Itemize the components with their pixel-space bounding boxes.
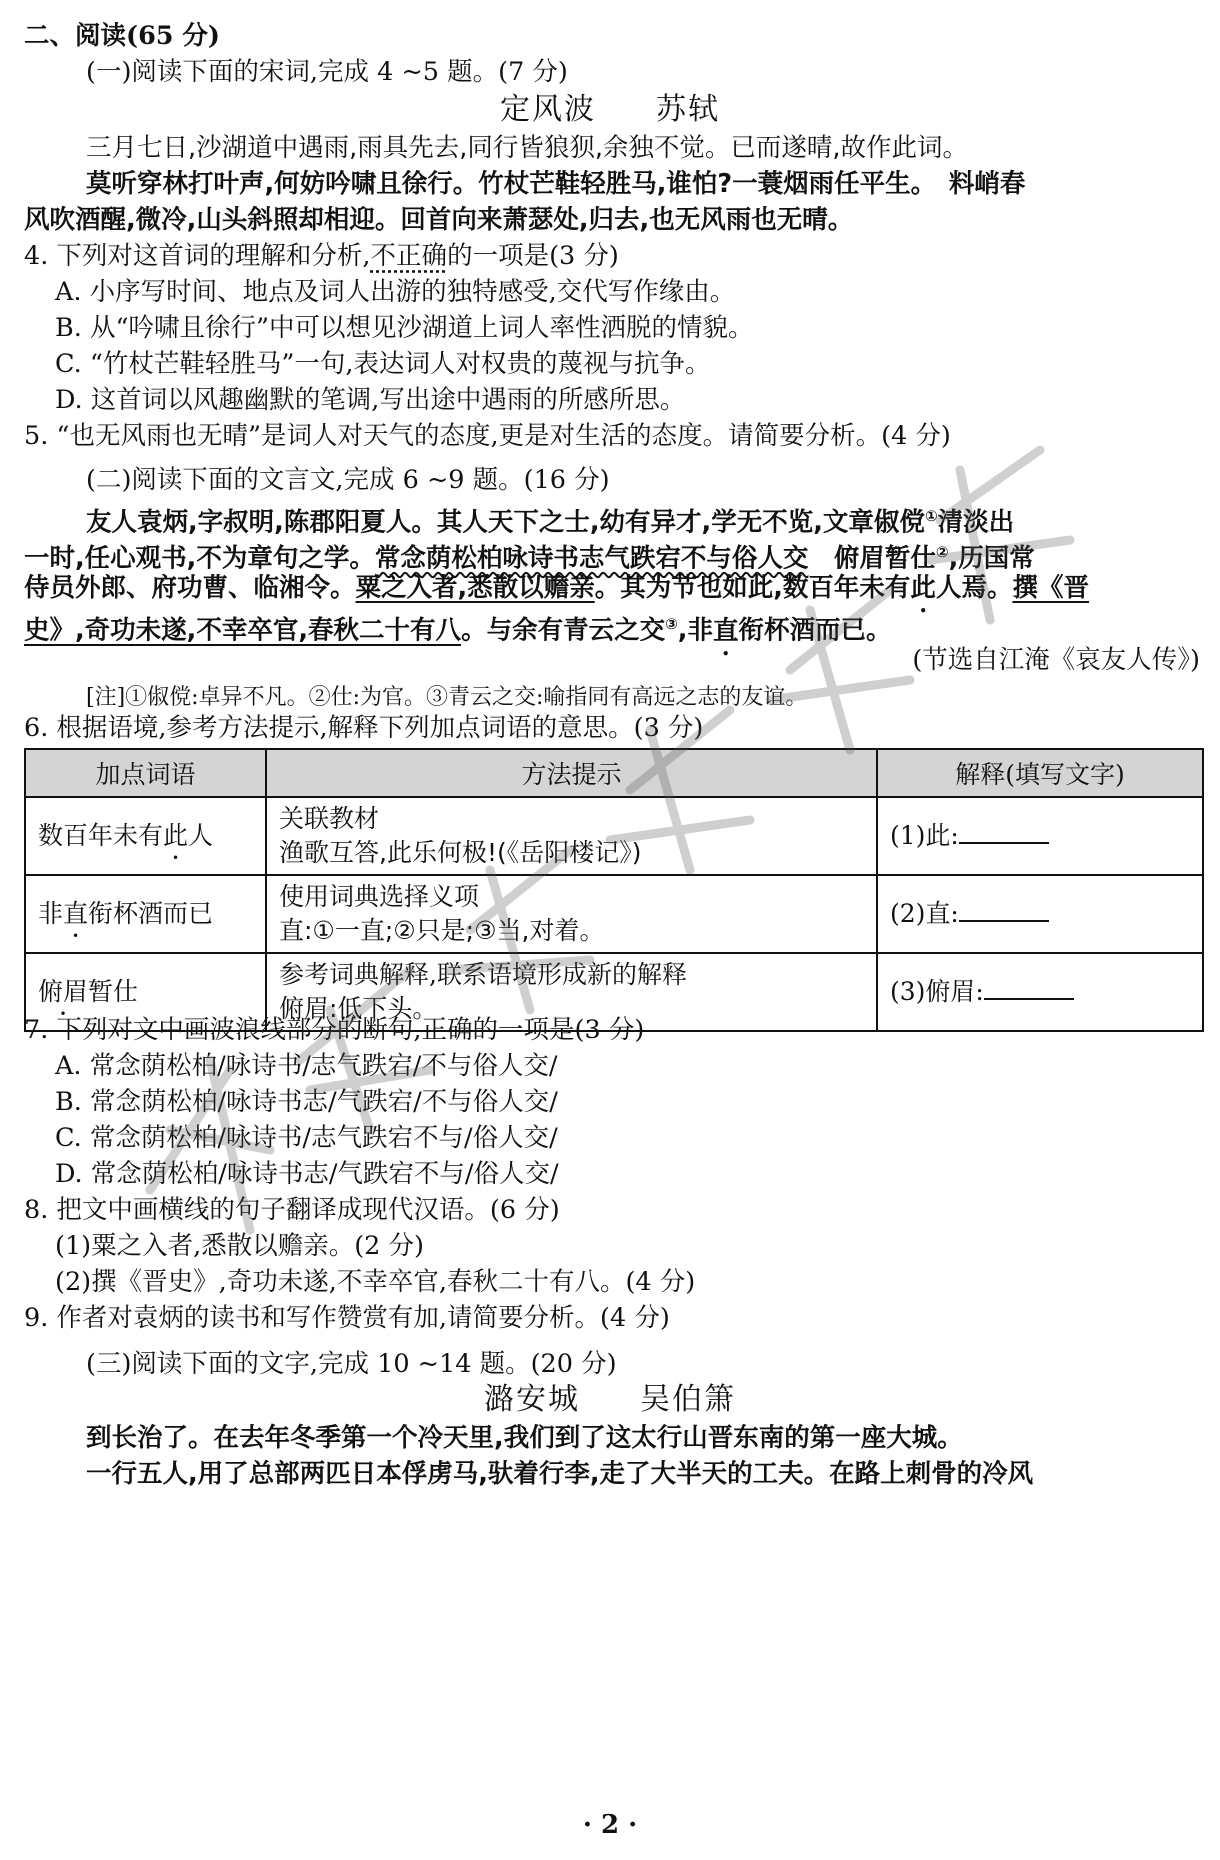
- row-answer: (1)此:: [877, 797, 1203, 875]
- poem-line-1: 莫听穿林打叶声,何妨吟啸且徐行。竹杖芒鞋轻胜马,谁怕?一蓑烟雨任平生。 料峭春: [86, 169, 1026, 199]
- question-8: 8. 把文中画横线的句子翻译成现代汉语。(6 分): [24, 1195, 560, 1225]
- essay-author: 吴伯箫: [640, 1382, 736, 1417]
- option-4a: A. 小序写时间、地点及词人出游的独特感受,交代写作缘由。: [55, 277, 736, 307]
- question-4-text: 4. 下列对这首词的理解和分析,: [24, 241, 371, 271]
- option-7c: C. 常念荫松柏/咏诗书/志气跌宕不与/俗人交/: [55, 1123, 558, 1153]
- passage-source: (节选自江淹《哀友人传》): [912, 645, 1200, 675]
- emphasis-not-correct: 不正确: [370, 241, 448, 271]
- poem-line-2: 风吹酒醒,微冷,山头斜照却相迎。回首向来萧瑟处,归去,也无风雨也无晴。: [24, 205, 854, 235]
- option-4d: D. 这首词以风趣幽默的笔调,写出途中遇雨的所感所思。: [55, 385, 686, 415]
- essay-title-text: 潞安城: [484, 1382, 580, 1417]
- poem-title: [0, 92, 1220, 128]
- row-answer: (2)直:: [877, 875, 1203, 953]
- essay-line-1: 到长治了。在去年冬季第一个冷天里,我们到了这太行山晋东南的第一座大城。: [86, 1423, 963, 1453]
- question-4-score: 的一项是(3 分): [447, 241, 619, 271]
- subsection-heading-3: (三)阅读下面的文字,完成 10 ~14 题。(20 分): [86, 1349, 617, 1379]
- option-7b: B. 常念荫松柏/咏诗书志/气跌宕/不与俗人交/: [55, 1087, 558, 1117]
- question-7: 7. 下列对文中画波浪线部分的断句,正确的一项是(3 分): [24, 1015, 645, 1045]
- header-hint: 方法提示: [266, 749, 877, 797]
- dotted-word-ci: 此: [910, 573, 936, 603]
- header-answer: 解释(填写文字): [877, 749, 1203, 797]
- essay-line-2: 一行五人,用了总部两匹日本俘虏马,驮着行李,走了大半天的工夫。在路上刺骨的冷风: [86, 1459, 1034, 1489]
- option-7a: A. 常念荫松柏/咏诗书/志气跌宕/不与俗人交/: [55, 1051, 558, 1081]
- poem-title-text: 定风波: [500, 92, 596, 127]
- passage-line-4: 史》,奇功未遂,不幸卒官,春秋二十有八。与余有青云之交③,非直衔杯酒而已。: [24, 615, 892, 646]
- option-4c: C. “竹杖芒鞋轻胜马”一句,表达词人对权贵的蔑视与抗争。: [55, 349, 711, 379]
- row-answer: (3)俯眉:: [877, 953, 1203, 1031]
- table-row: [25, 875, 1203, 953]
- passage-line-2: 一时,任心观书,不为章句之学。常念荫松柏咏诗书志气跌宕不与俗人交 俯眉暂仕②,历国常: [24, 543, 1035, 574]
- row-word: 俯眉暂仕: [25, 953, 266, 1031]
- answer-blank[interactable]: [959, 898, 1049, 922]
- method-hint-table: [24, 748, 1204, 1032]
- table-row: [25, 797, 1203, 875]
- subsection-heading-1: (一)阅读下面的宋词,完成 4 ~5 题。(7 分): [86, 57, 568, 87]
- underlined-sentence-1: 粟之入者,悉散以赡亲: [355, 573, 595, 603]
- subsection-heading-2: (二)阅读下面的文言文,完成 6 ~9 题。(16 分): [86, 465, 610, 495]
- question-8-part-2: (2)撰《晋史》,奇功未遂,不幸卒官,春秋二十有八。(4 分): [55, 1267, 696, 1297]
- option-4b: B. 从“吟啸且徐行”中可以想见沙湖道上词人率性洒脱的情貌。: [55, 313, 754, 343]
- passage-notes: [注]①俶傥:卓异不凡。②仕:为官。③青云之交:喻指同有高远之志的友谊。: [86, 685, 808, 710]
- dotted-word-zhi: 直: [712, 615, 739, 646]
- answer-blank[interactable]: [984, 976, 1074, 1000]
- underlined-sentence-2-start: 撰《晋: [1012, 573, 1089, 603]
- question-9: 9. 作者对袁炳的读书和写作赞赏有加,请简要分析。(4 分): [24, 1303, 670, 1333]
- option-7d: D. 常念荫松柏/咏诗书志/气跌宕不与/俗人交/: [55, 1159, 559, 1189]
- row-word: 非直衔杯酒而已: [25, 875, 266, 953]
- poem-preface: 三月七日,沙湖道中遇雨,雨具先去,同行皆狼狈,余独不觉。已而遂晴,故作此词。: [86, 133, 969, 163]
- essay-title: [0, 1382, 1220, 1418]
- question-5: 5. “也无风雨也无晴”是词人对天气的态度,更是对生活的态度。请简要分析。(4 分): [24, 421, 951, 451]
- question-4-stem: [24, 238, 1200, 274]
- table-header-row: [25, 749, 1203, 797]
- section-heading-reading: 二、阅读(65 分): [24, 21, 220, 51]
- header-word: 加点词语: [25, 749, 266, 797]
- underlined-sentence-2-end: 史》,奇功未遂,不幸卒官,春秋二十有八: [24, 615, 462, 646]
- poem-author: 苏轼: [656, 92, 720, 127]
- page-number: · 2 ·: [582, 1810, 638, 1840]
- row-hint: 参考词典解释,联系语境形成新的解释 俯眉:低下头。: [266, 953, 877, 1031]
- passage-line-1: 友人袁炳,字叔明,陈郡阳夏人。其人天下之士,幼有异才,学无不览,文章俶傥①清淡出: [86, 507, 1015, 538]
- row-word: 数百年未有此人: [25, 797, 266, 875]
- passage-line-3: 侍员外郎、府功曹、临湘令。粟之入者,悉散以赡亲。其为节也如此,数百年未有此人焉。撰《晋: [24, 573, 1089, 603]
- question-8-part-1: (1)粟之入者,悉散以赡亲。(2 分): [55, 1231, 424, 1261]
- row-hint: 关联教材 渔歌互答,此乐何极!(《岳阳楼记》): [266, 797, 877, 875]
- wavy-underlined-sentence: 常念荫松柏咏诗书志气跌宕不与俗人交: [374, 543, 809, 574]
- question-6: 6. 根据语境,参考方法提示,解释下列加点词语的意思。(3 分): [24, 713, 704, 743]
- answer-blank[interactable]: [959, 820, 1049, 844]
- row-hint: 使用词典选择义项 直:①一直;②只是;③当,对着。: [266, 875, 877, 953]
